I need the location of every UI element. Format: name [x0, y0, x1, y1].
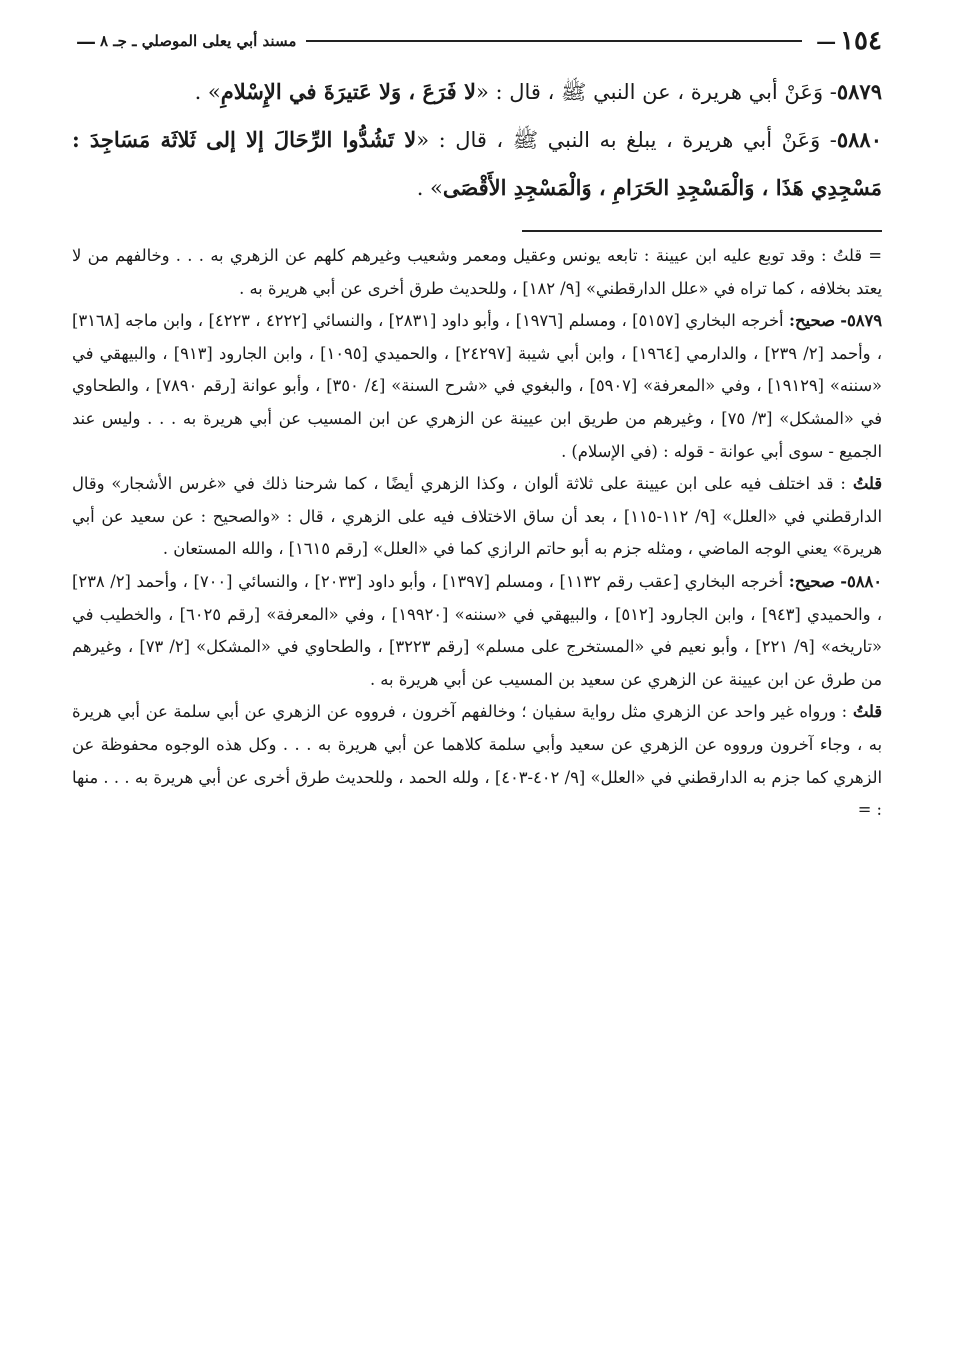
header-rule	[306, 40, 802, 42]
hadith-number: ٥٨٧٩	[836, 79, 882, 104]
page	[72, 24, 882, 827]
hadith-number: ٥٨٨٠	[836, 127, 882, 152]
footnotes	[72, 240, 882, 827]
note-5880-comment	[72, 696, 882, 826]
note-5880	[72, 566, 882, 696]
footnote-separator	[522, 230, 882, 232]
hadith-end: » .	[416, 176, 443, 200]
hadith-end: » .	[194, 80, 221, 104]
header-dash: —	[816, 29, 837, 53]
note-text: أخرجه البخاري [٥١٥٧] ، ومسلم [١٩٧٦] ، وأبو داود [٢٨٣١] ، والنسائي [٤٢٢٢ ، ٤٢٢٣] ، وابن ماجه [٣١٦٨] ، وأحمد [٢/ ٢٣٩] ، والدارمي [١٩٦٤] ، وابن أبي شيبة [٢٤٢٩٧] ، والحميدي [١٠٩٥] ، وابن الجارود [٩١٣] ، والبيهقي في «سننه» [١٩١٢٩] ، وفي «المعرفة» [٥٩٠٧] ، والبغوي في «شرح السنة» [٤/ ٣٥٠] ، وأبو عوانة [رقم ٧٨٩٠] ، والطحاوي في «المشكل» [٣/ ٧٥] ، وغيرهم من طريق ابن عيينة عن الزهري عن ابن المسيب عن أبي هريرة به . . . وليس عند الجميع - سوى أبي عوانة - قوله : (في الإسلام) .	[72, 311, 883, 461]
note-text: أخرجه البخاري [عقب رقم ١١٣٢] ، ومسلم [١٣٩٧] ، وأبو داود [٢٠٣٣] ، والنسائي [٧٠٠] ، وأحمد [٢/ ٢٣٨] ، والحميدي [٩٤٣] ، وابن الجارود [٥١٢] ، والبيهقي في «سننه» [١٩٩٢٠] ، وفي «المعرفة» [رقم ٦٠٢٥] ، والخطيب في «تاريخه» [٩/ ٢٢١] ، وأبو نعيم في «المستخرج على مسلم» [رقم ٣٢٢٣] ، والطحاوي في «المشكل» [٢/ ٧٣] ، وغيرهم من طرق عن ابن عيينة عن الزهري عن سعيد بن المسيب عن أبي هريرة به .	[72, 571, 883, 689]
note-number: ٥٨٧٩-	[840, 311, 882, 331]
note-5879-comment	[72, 468, 882, 566]
note-continuation: = قلتُ : وقد توبع عليه ابن عيينة : تابعه يونس وعقيل ومعمر وشعيب وغيرهم كلهم عن الزهري به . . . وخالفهم من لا يعتد بخلافه ، كما تراه في «علل الدارقطني» [٩/ ١٨٢] ، وللحديث طرق أخرى عن أبي هريرة به .	[72, 246, 882, 298]
hadith-chain: - وَعَنْ أبي هريرة ، عن النبي ﷺ ، قال : «	[475, 80, 837, 104]
comment-label: قلتُ	[852, 474, 882, 494]
note-grade: صحيح:	[789, 311, 835, 331]
hadith-5880	[72, 116, 882, 212]
page-header	[72, 24, 882, 58]
comment-text: : قد اختلف فيه على ابن عيينة على ثلاثة ألوان ، وكذا الزهري أيضًا ، كما شرحنا ذلك في «غرس الأشجار» وقال الدارقطني في «العلل» [٩/ ١١٢-١١٥] ، بعد أن ساق الاختلاف فيه على الزهري ، قال : «والصحيح : عن سعيد عن أبي هريرة» يعني الوجه الماضي ، ومثله جزم به أبو حاتم الرازي كما في «العلل» [رقم ١٦١٥] ، والله المستعان .	[72, 474, 882, 559]
comment-text: : ورواه غير واحد عن الزهري مثل رواية سفيان ؛ وخالفهم آخرون ، فرووه عن الزهري عن أبي سلمة عن أبي هريرة به ، وجاء آخرون ورووه عن الزهري عن سعيد وأبي سلمة كلاهما عن أبي هريرة به . . . وكل هذه الوجوه محفوظة عن الزهري كما جزم به الدارقطني في «العلل» [٩/ ٤٠٢-٤٠٣] ، ولله الحمد ، وللحديث طرق أخرى عن أبي هريرة به . . . منها : =	[72, 702, 882, 820]
hadith-text: لا فَرَعَ ، وَلا عَتيرَةَ في الإِسْلامِ	[220, 79, 476, 104]
hadith-section	[72, 68, 882, 212]
hadith-chain: - وَعَنْ أبي هريرة ، يبلغ به النبي ﷺ ، قال : «	[416, 128, 837, 152]
note-number: ٥٨٨٠-	[840, 571, 882, 591]
hadith-text: لا تَشُدُّوا الرِّحَالَ إلا إلى ثَلاثَة مَسَاجِدَ : مَسْجِدِي هَذَا ، وَالْمَسْجِدِ الحَرَامِ ، وَالْمَسْجِدِ الأَقْصَى	[72, 127, 882, 200]
page-number: ١٥٤	[840, 26, 882, 56]
note-grade: صحيح:	[788, 571, 835, 591]
comment-label: قلتُ	[852, 702, 882, 722]
hadith-5879	[72, 68, 882, 116]
book-title: مسند أبي يعلى الموصلي ـ جـ ٨	[100, 32, 297, 50]
note-5879	[72, 305, 882, 468]
header-dash-end: —	[76, 29, 96, 53]
